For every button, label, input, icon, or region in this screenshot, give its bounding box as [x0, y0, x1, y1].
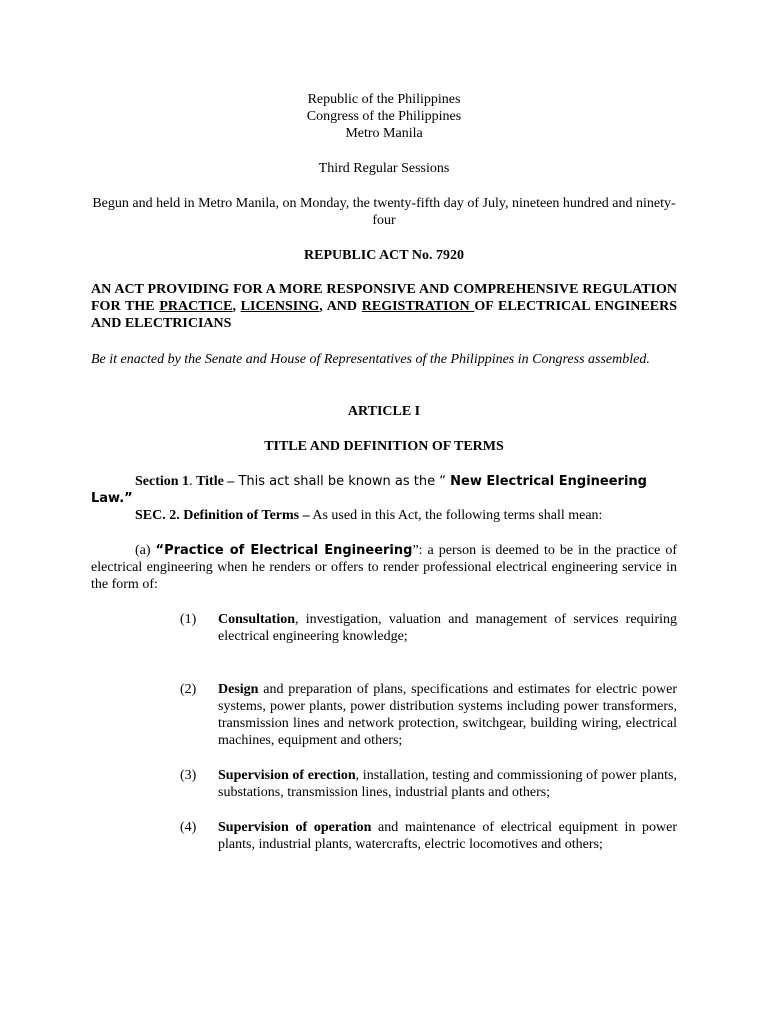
act-title-practice: PRACTICE	[159, 299, 233, 314]
enacting-clause: Be it enacted by the Senate and House of Representatives of the Philippines in Congress assembled.	[91, 352, 650, 367]
act-title-comma: ,	[232, 299, 241, 314]
list-item-number: (4)	[180, 820, 197, 835]
list-item-bold: Supervision of erection	[218, 768, 356, 783]
section-1-law-name: New Electrical Engineering Law.”	[91, 474, 647, 506]
paragraph-a-prefix: (a)	[135, 543, 156, 558]
session-line: Third Regular Sessions	[318, 161, 450, 176]
list-item-text	[218, 681, 677, 749]
list-item-bold: Supervision of operation	[218, 820, 372, 835]
section-2	[91, 507, 677, 524]
act-title-post: OF ELECTRICAL ENGINEERS AND ELECTRICIANS	[91, 299, 677, 331]
list-item-text	[218, 767, 677, 801]
list-item-number: (3)	[180, 768, 197, 783]
act-title	[91, 281, 677, 332]
begun-statement: Begun and held in Metro Manila, on Monday, the twenty-fifth day of July, nineteen hundred and ninety-four	[92, 196, 676, 228]
list-item-text	[218, 611, 677, 645]
list-item-rest: , investigation, valuation and management of services requiring electrical engineering knowledge;	[218, 612, 677, 644]
section-2-text: As used in this Act, the following terms shall mean:	[309, 508, 603, 523]
list-item-bold: Design	[218, 682, 259, 697]
section-2-label: SEC. 2. Definition of Terms –	[135, 508, 310, 523]
paragraph-a-text: ”: a person is deemed to be in the practice of electrical engineering when he renders or offers to render professional electrical engineering service in the form of:	[91, 543, 677, 592]
act-title-licensing: LICENSING	[240, 299, 320, 314]
act-title-and: , AND	[319, 299, 362, 314]
congress-line: Congress of the Philippines	[306, 109, 462, 124]
list-item-rest: , installation, testing and commissioning of power plants, substations, transmission lines, industrial plants and others;	[218, 768, 677, 800]
location-line: Metro Manila	[345, 126, 423, 141]
article-subheading: TITLE AND DEFINITION OF TERMS	[264, 439, 504, 454]
paragraph-a	[91, 542, 677, 593]
list-item-text	[218, 819, 677, 853]
list-item-number: (1)	[180, 612, 197, 627]
republic-line: Republic of the Philippines	[307, 92, 461, 107]
list-item-bold: Consultation	[218, 612, 296, 627]
header-block	[91, 91, 677, 142]
list-item-number: (2)	[180, 682, 197, 697]
paragraph-a-term: “Practice of Electrical Engineering	[155, 543, 413, 558]
section-1	[91, 473, 677, 507]
section-1-label: Section 1	[135, 474, 190, 489]
section-1-title: Title –	[196, 474, 235, 489]
list-item-rest: and preparation of plans, specifications and estimates for electric power systems, power plants, power distribution systems including power transformers, transmission lines and network protection, switchgear, building wiring, electrical machines, equipment and others;	[218, 682, 677, 748]
section-1-dot: .	[189, 474, 197, 489]
act-title-registration: REGISTRATION	[361, 299, 475, 314]
section-1-text: This act shall be known as the “	[234, 474, 451, 489]
list-item-rest: and maintenance of electrical equipment in power plants, industrial plants, watercrafts, electric locomotives and others;	[218, 820, 677, 852]
act-number: REPUBLIC ACT No. 7920	[304, 248, 464, 263]
act-title-pre: AN ACT PROVIDING FOR A MORE RESPONSIVE AND COMPREHENSIVE REGULATION FOR THE	[91, 282, 677, 314]
article-heading: ARTICLE I	[347, 404, 421, 419]
